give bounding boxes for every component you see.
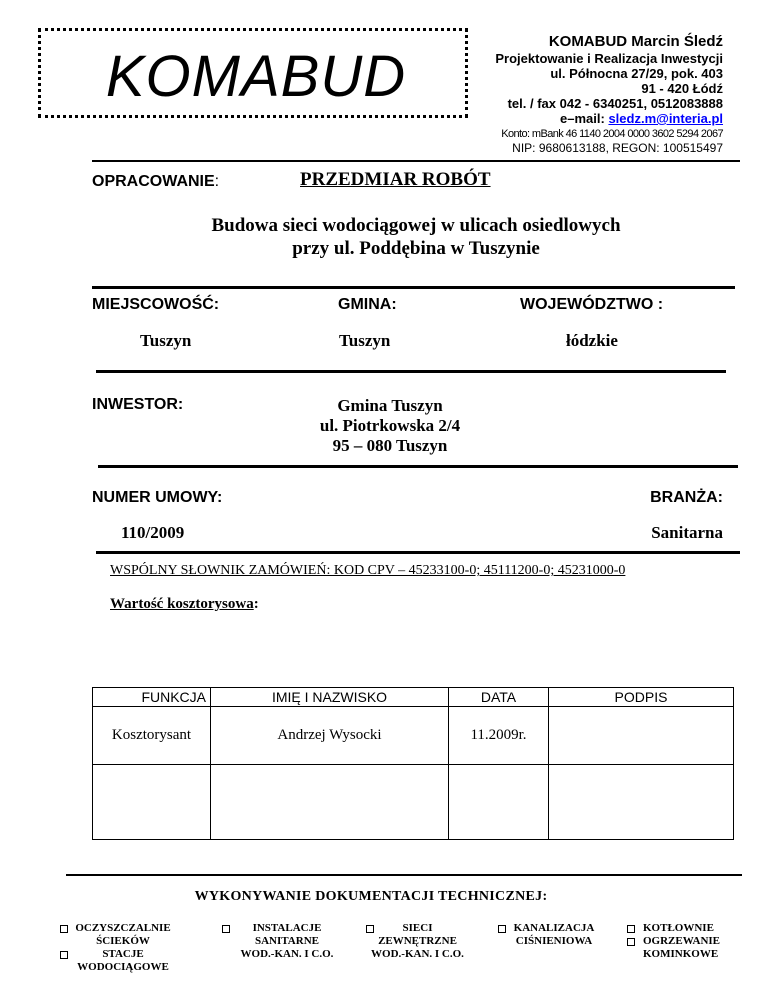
category-kotlownie (643, 922, 720, 961)
checkbox-icon (60, 925, 68, 933)
branza-label: BRANŻA: (650, 489, 723, 506)
header-podpis: PODPIS (549, 688, 734, 707)
checkbox-icon (627, 925, 635, 933)
investor-name: Gmina Tuszyn (337, 396, 443, 415)
wojewodztwo-value: łódzkie (566, 331, 618, 350)
category-sieci (360, 922, 475, 961)
cell-signature (549, 707, 734, 765)
category-instalacje (228, 922, 346, 961)
company-name: KOMABUD Marcin Śledź (548, 33, 723, 50)
wojewodztwo-label: WOJEWÓDZTWO : (520, 296, 664, 313)
header-imie-nazwisko: IMIĘ I NAZWISKO (211, 688, 449, 707)
category-line: WOD.-KAN. I C.O. (240, 948, 334, 960)
category-stacje (73, 948, 173, 974)
company-city: 91 - 420 Łódź (641, 81, 723, 96)
category-line: ZEWNĘTRZNE (378, 935, 457, 947)
investor-city: 95 – 080 Tuszyn (332, 436, 448, 455)
company-nip: NIP: 9680613188, REGON: 100515497 (512, 141, 723, 155)
category-line: SANITARNE (255, 935, 319, 947)
empty-cell (211, 765, 449, 840)
logo-frame (38, 28, 468, 118)
gmina-label: GMINA: (338, 296, 397, 313)
company-address: ul. Północna 27/29, pok. 403 (550, 66, 723, 81)
cell-date: 11.2009r. (449, 707, 549, 765)
empty-cell (449, 765, 549, 840)
cpv-codes: WSPÓLNY SŁOWNIK ZAMÓWIEŃ: KOD CPV – 45233100-0; 45111200-0; 45231000-0 (110, 563, 626, 578)
investor-street: ul. Piotrkowska 2/4 (319, 416, 461, 435)
category-line: KOTŁOWNIE (643, 922, 714, 934)
numer-umowy-label: NUMER UMOWY: (92, 489, 223, 506)
empty-cell (549, 765, 734, 840)
header-data: DATA (449, 688, 549, 707)
inwestor-label: INWESTOR: (92, 396, 184, 413)
category-line: OCZYSZCZALNIE (75, 922, 171, 934)
subject-line-2: przy ul. Poddębina w Tuszynie (292, 238, 540, 259)
estimate-label: Wartość kosztorysowa (110, 596, 254, 612)
company-phone: tel. / fax 042 - 6340251, 0512083888 (507, 96, 723, 111)
miejscowosc-label: MIEJSCOWOŚĆ: (92, 296, 220, 313)
category-line: OGRZEWANIE (643, 935, 721, 947)
footer-divider (66, 874, 742, 876)
gmina-value: Tuszyn (339, 331, 391, 350)
signature-table (92, 687, 734, 840)
investor-block (300, 396, 480, 456)
subject-line-1: Budowa sieci wodociągowej w ulicach osiedlowych (211, 215, 621, 236)
category-line: STACJE (102, 948, 144, 960)
category-line: CIŚNIENIOWA (515, 935, 593, 947)
category-line: KANALIZACJA (513, 922, 595, 934)
cell-function: Kosztorysant (93, 707, 211, 765)
category-line: WOD.-KAN. I C.O. (371, 948, 464, 960)
subject-divider (92, 286, 735, 289)
empty-cell (93, 765, 211, 840)
email-label: e–mail: (560, 111, 605, 126)
category-kanalizacja (504, 922, 604, 948)
table-row (93, 707, 734, 765)
project-subject (92, 214, 740, 260)
company-bank-account: Konto: mBank 46 1140 2004 0000 3602 5294 2067 (501, 128, 723, 140)
category-line: KOMINKOWE (643, 948, 719, 960)
contract-number: 110/2009 (121, 523, 185, 542)
table-row (93, 765, 734, 840)
cell-name: Andrzej Wysocki (211, 707, 449, 765)
opracowanie-label: OPRACOWANIE (92, 173, 215, 190)
branch-value: Sanitarna (651, 523, 723, 542)
company-email-line (560, 111, 723, 126)
company-logo: KOMABUD (105, 44, 407, 109)
header-funkcja: FUNKCJA (93, 688, 211, 707)
opracowanie-colon: : (214, 173, 220, 190)
checkbox-icon (627, 938, 635, 946)
location-divider (96, 370, 726, 373)
footer-heading: WYKONYWANIE DOKUMENTACJI TECHNICZNEJ: (194, 889, 548, 904)
miejscowosc-value: Tuszyn (140, 331, 192, 350)
category-line: SIECI (402, 922, 433, 934)
header-divider (92, 160, 740, 162)
checkbox-icon (60, 951, 68, 959)
document-title: PRZEDMIAR ROBÓT (300, 169, 491, 190)
category-line: INSTALACJE (252, 922, 322, 934)
estimate-colon: : (253, 596, 259, 612)
category-oczyszczalnie (73, 922, 173, 948)
investor-divider (98, 465, 738, 468)
contract-divider (96, 551, 740, 554)
opracowanie-label-row (92, 173, 219, 191)
estimate-label-row (110, 596, 259, 613)
table-header-row (93, 688, 734, 707)
category-line: WODOCIĄGOWE (77, 961, 169, 973)
company-description: Projektowanie i Realizacja Inwestycji (495, 51, 723, 66)
email-link[interactable]: sledz.m@interia.pl (608, 111, 723, 126)
category-line: ŚCIEKÓW (96, 935, 150, 947)
